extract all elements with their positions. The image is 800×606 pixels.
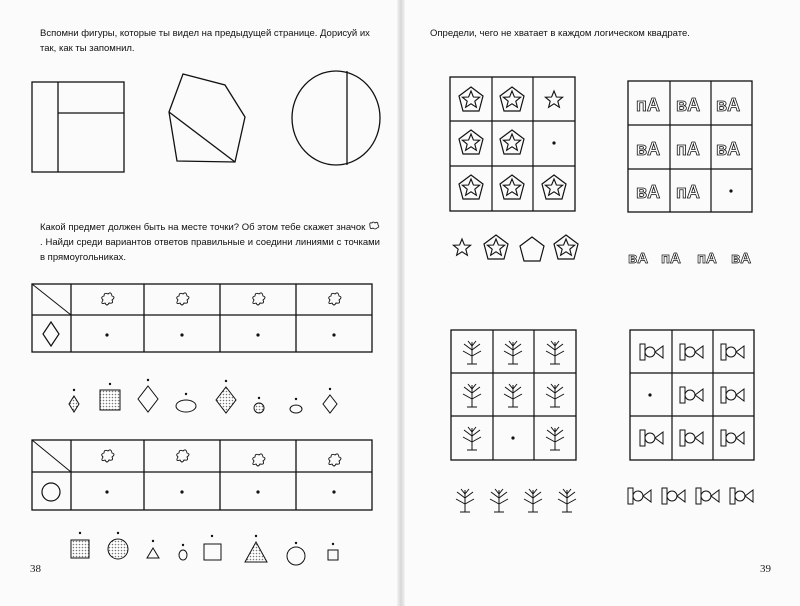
- instruction-which-item-a: Какой предмет должен быть на месте точки? Об этом тебе скажет: [40, 222, 334, 233]
- letter-card: вА: [676, 95, 701, 115]
- option-letter[interactable]: вА: [628, 250, 649, 267]
- page-number-left: 38: [30, 563, 41, 575]
- option-small-square[interactable]: [328, 550, 338, 560]
- target-dot[interactable]: [180, 490, 183, 493]
- matching-table-2: [32, 440, 372, 510]
- answer-options-1: [69, 379, 337, 413]
- option-small-triangle[interactable]: [147, 548, 159, 558]
- option-fish-1[interactable]: [628, 488, 651, 504]
- instruction-which-item-c: . Найди среди вариантов ответов правильные и соедини линиями с точками в прямоугольниках.: [40, 237, 380, 263]
- logic-square-pentagons: [450, 77, 575, 211]
- options-leaves: [456, 489, 576, 512]
- letter-card: пА: [676, 182, 700, 202]
- option-small-diamond[interactable]: [69, 396, 79, 412]
- option-square[interactable]: [204, 544, 221, 560]
- option-circle[interactable]: [287, 547, 305, 565]
- circle-shape: [42, 483, 60, 501]
- missing-dot[interactable]: [552, 141, 555, 144]
- letter-card: пА: [676, 139, 700, 159]
- logic-square-fish: [630, 330, 754, 460]
- recall-shape-square[interactable]: [32, 82, 124, 172]
- recall-shape-circle[interactable]: [292, 71, 380, 165]
- option-leaf-3[interactable]: [524, 489, 542, 512]
- instruction-which-item-b: значок: [336, 222, 366, 233]
- target-dot[interactable]: [256, 490, 259, 493]
- blot-icon: [177, 293, 189, 305]
- recall-shape-hexagon[interactable]: [169, 74, 245, 162]
- option-fish-4[interactable]: [730, 488, 753, 504]
- option-dotted-diamond[interactable]: [216, 387, 236, 413]
- option-leaf-2[interactable]: [490, 489, 508, 512]
- missing-dot[interactable]: [511, 436, 514, 439]
- letter-card: вА: [716, 139, 741, 159]
- target-dot[interactable]: [105, 490, 108, 493]
- missing-dot[interactable]: [729, 189, 732, 192]
- missing-dot[interactable]: [648, 393, 651, 396]
- option-small-oval[interactable]: [179, 550, 187, 560]
- option-leaf-1[interactable]: [456, 489, 474, 512]
- option-pentagon-4[interactable]: [554, 235, 578, 259]
- option-small-ellipse[interactable]: [290, 405, 302, 413]
- option-fish-3[interactable]: [696, 488, 719, 504]
- blot-icon: [177, 450, 189, 462]
- option-square[interactable]: [100, 390, 120, 410]
- option-dotted-square[interactable]: [71, 540, 89, 558]
- target-dot[interactable]: [180, 333, 183, 336]
- option-diamond[interactable]: [138, 386, 158, 412]
- letter-card: вА: [636, 182, 661, 202]
- letter-card: пА: [636, 95, 660, 115]
- options-fish: [628, 488, 753, 504]
- instruction-recall-shapes: Вспомни фигуры, которые ты видел на предыдущей странице. Дорисуй их так, как ты запомнил.: [40, 28, 370, 54]
- option-letter[interactable]: пА: [661, 250, 681, 267]
- target-dot[interactable]: [332, 490, 335, 493]
- option-dotted-circle[interactable]: [108, 539, 128, 559]
- page-number-right: 39: [760, 563, 771, 575]
- letter-card: вА: [716, 95, 741, 115]
- blot-icon: [329, 454, 341, 466]
- blot-icon: [329, 293, 341, 305]
- blot-icon: [102, 293, 114, 305]
- option-pentagon-3[interactable]: [520, 237, 544, 261]
- instruction-logic-squares: Определи, чего не хватает в каждом логическом квадрате.: [430, 28, 690, 39]
- option-ellipse[interactable]: [176, 400, 196, 412]
- diamond-shape: [43, 322, 59, 346]
- target-dot[interactable]: [256, 333, 259, 336]
- blot-icon: [102, 450, 114, 462]
- option-small-circle[interactable]: [254, 403, 264, 413]
- letter-card: вА: [636, 139, 661, 159]
- option-leaf-4[interactable]: [558, 489, 576, 512]
- options-pentagons: [453, 235, 578, 261]
- option-fish-2[interactable]: [662, 488, 685, 504]
- blot-icon: [253, 454, 265, 466]
- blot-icon: [253, 293, 265, 305]
- target-dot[interactable]: [332, 333, 335, 336]
- logic-square-leaves: [451, 330, 576, 460]
- option-letter[interactable]: вА: [731, 250, 752, 267]
- option-pentagon-1[interactable]: [453, 239, 470, 255]
- option-pentagon-2[interactable]: [484, 235, 508, 259]
- option-letter[interactable]: пА: [697, 250, 717, 267]
- option-dotted-triangle[interactable]: [245, 542, 267, 562]
- matching-table-1: [32, 284, 372, 352]
- target-dot[interactable]: [105, 333, 108, 336]
- logic-square-letters: [628, 81, 752, 212]
- answer-options-2: [71, 532, 338, 565]
- options-letters: [628, 250, 751, 267]
- option-small-diamond-2[interactable]: [323, 395, 337, 413]
